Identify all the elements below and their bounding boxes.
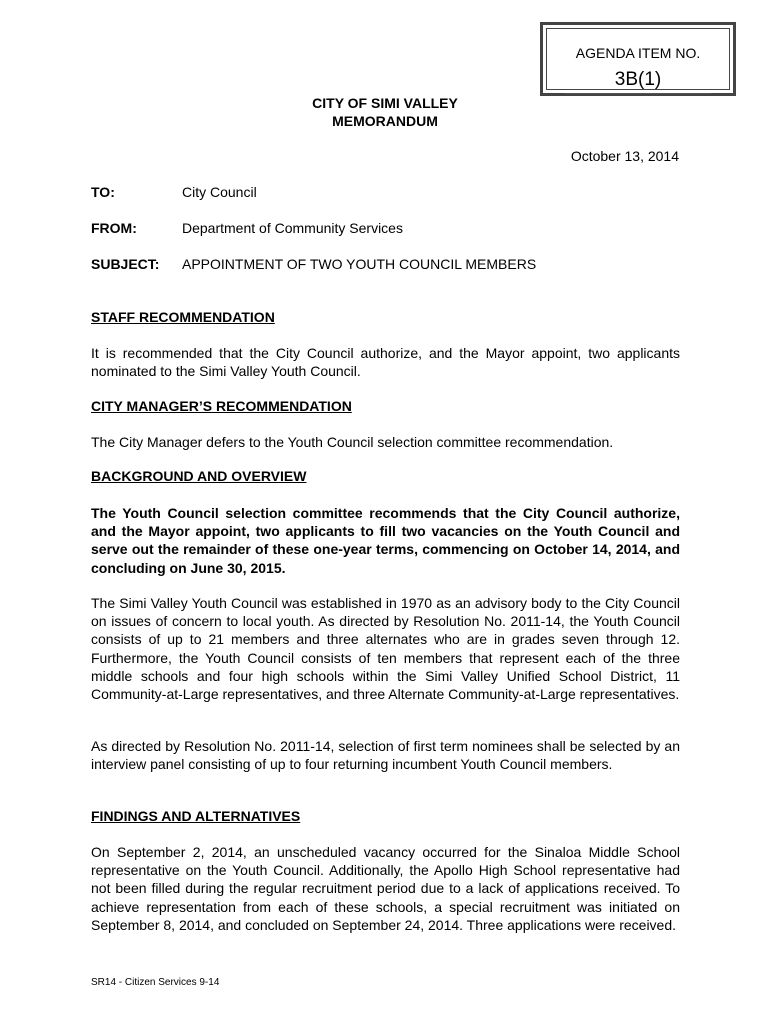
background-paragraph-1: The Simi Valley Youth Council was established in 1970 as an advisory body to the City Council on issues of concern to local youth. As directed by Resolution No. 2011-14, the Youth Council consists of up to 21 members and three alternates who are in grades seven through 12. Furthermore, the Youth Council consists of ten members that represent each of the three middle schools and four high schools within the Simi Valley Unified School District, 11 Community-at-Large representatives, and three Alternate Community-at-Large representatives.	[91, 595, 680, 703]
staff-recommendation-heading: STAFF RECOMMENDATION	[91, 309, 275, 325]
to-label: TO:	[91, 184, 115, 200]
findings-heading: FINDINGS AND ALTERNATIVES	[91, 808, 301, 824]
background-bold-paragraph: The Youth Council selection committee recommends that the City Council authorize, and the Mayor appoint, two applicants to fill two vacancies on the Youth Council and serve out the remainder of these one-year terms, commencing on October 14, 2014, and concluding on June 30, 2015.	[91, 505, 680, 576]
memo-title: MEMORANDUM	[332, 113, 438, 129]
background-heading: BACKGROUND AND OVERVIEW	[91, 468, 307, 484]
agenda-item-rule	[565, 93, 711, 94]
subject-label: SUBJECT:	[91, 256, 160, 272]
from-value: Department of Community Services	[182, 220, 403, 236]
agenda-item-label: AGENDA ITEM NO.	[575, 45, 701, 61]
city-manager-recommendation-text: The City Manager defers to the Youth Council selection committee recommendation.	[91, 434, 614, 450]
footer-text: SR14 - Citizen Services 9-14	[91, 977, 220, 988]
agenda-item-box	[540, 22, 736, 96]
findings-paragraph: On September 2, 2014, an unscheduled vacancy occurred for the Sinaloa Middle School representative on the Youth Council. Additionally, the Apollo High School representative had not been filled during the regular recruitment period due to a lack of applications received. To achieve representation from each of these schools, a special recruitment was initiated on September 8, 2014, and concluded on September 24, 2014. Three applications were received.	[91, 844, 680, 933]
agenda-item-number: 3B(1)	[614, 69, 662, 90]
city-manager-recommendation-heading: CITY MANAGER’S RECOMMENDATION	[91, 398, 352, 414]
agenda-item-inner-border	[546, 28, 730, 90]
org-title: CITY OF SIMI VALLEY	[312, 95, 458, 111]
to-value: City Council	[182, 184, 257, 200]
memo-date: October 13, 2014	[570, 148, 679, 164]
from-label: FROM:	[91, 220, 137, 236]
staff-recommendation-text: It is recommended that the City Council authorize, and the Mayor appoint, two applicants nominated to the Simi Valley Youth Council.	[91, 345, 680, 380]
background-paragraph-2: As directed by Resolution No. 2011-14, selection of first term nominees shall be selected by an interview panel consisting of up to four returning incumbent Youth Council members.	[91, 738, 680, 773]
subject-value: APPOINTMENT OF TWO YOUTH COUNCIL MEMBERS	[182, 256, 537, 272]
